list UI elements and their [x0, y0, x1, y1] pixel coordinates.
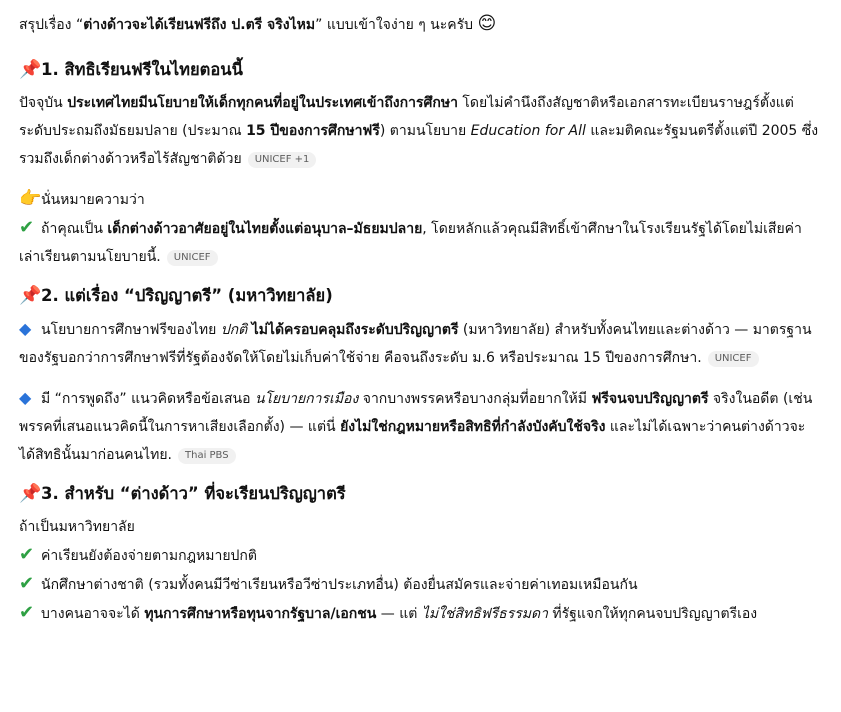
text-span: บางคนอาจจะได้ — [41, 606, 145, 622]
text-span: มี “การพูดถึง” แนวคิดหรือข้อเสนอ — [41, 391, 255, 407]
italic-text: นโยบายการเมือง — [254, 391, 359, 407]
check-mark-icon: ✔ — [19, 573, 35, 594]
text-span: โดยไม่คำนึงถึงสัญชาติหรือเอกสารทะเบียนราษฎร์ตั้งแต่ระดับประถมถึงมัธยมปลาย (ประมาณ — [19, 95, 794, 139]
check-mark-icon: ✔ — [19, 544, 35, 565]
text-span: (มหาวิทยาลัย) สำหรับทั้งคนไทยและต่างด้าว — มาตรฐานของรัฐบอกว่าการศึกษาฟรีที่รัฐต้องจัดให้โดยไม่เก็บค่าใช้จ่าย คือจนถึงระดับ ม.6 หรือประมาณ 15 ปีของการศึกษา. — [19, 322, 812, 366]
means-line — [19, 185, 821, 214]
text-span: ปัจจุบัน — [19, 95, 68, 111]
intro-line: สรุปเรื่อง “ต่างด้าวจะได้เรียนฟรีถึง ป.ตรี จริงไหม” แบบเข้าใจง่าย ๆ นะครับ 😊 — [19, 13, 497, 34]
pushpin-icon: 📌 — [19, 483, 42, 504]
section-3-lead: ถ้าเป็นมหาวิทยาลัย — [19, 519, 135, 535]
means-text: นั่นหมายความว่า — [41, 192, 145, 208]
bold-text: ไม่ได้ครอบคลุมถึงระดับปริญญาตรี — [251, 322, 459, 338]
blue-diamond-icon: ◆ — [19, 388, 32, 407]
bold-text: ยังไม่ใช่กฎหมายหรือสิทธิที่กำลังบังคับใช้จริง — [340, 419, 606, 435]
check-mark-icon: ✔ — [19, 217, 35, 238]
section-1-title: 1. สิทธิเรียนฟรีในไทยตอนนี้ — [41, 60, 243, 79]
bold-text: ทุนการศึกษาหรือทุนจากรัฐบาล/เอกชน — [144, 606, 377, 622]
pushpin-icon: 📌 — [19, 285, 42, 306]
bold-text: เด็กต่างด้าวอาศัยอยู่ในไทยตั้งแต่อนุบาล–มัธยมปลาย — [107, 221, 423, 237]
citation-chip[interactable]: UNICEF +1 — [248, 152, 317, 168]
section-3-title: 3. สำหรับ “ต่างด้าว” ที่จะเรียนปริญญาตรี — [41, 484, 346, 503]
section-1-check-item — [19, 214, 821, 271]
bold-text: 15 ปีของการศึกษาฟรี — [246, 123, 380, 139]
italic-text: Education for All — [470, 123, 586, 139]
text-span: จริงในอดีต (เช่น พรรคที่เสนอแนวคิดนี้ในการหาเสียงเลือกตั้ง) — แต่นี่ — [19, 391, 813, 435]
section-2-item-2 — [19, 384, 821, 469]
bold-text: ประเทศไทยมีนโยบายให้เด็กทุกคนที่อยู่ในประเทศเข้าถึงการศึกษา — [67, 95, 458, 111]
section-1-heading — [19, 53, 821, 87]
blue-diamond-icon: ◆ — [19, 319, 32, 338]
intro-title: ต่างด้าวจะได้เรียนฟรีถึง ป.ตรี จริงไหม — [83, 17, 316, 33]
italic-text: ไม่ใช่สิทธิฟรีธรรมดา — [421, 606, 548, 622]
section-2-item-1 — [19, 315, 821, 372]
text-span: นักศึกษาต่างชาติ (รวมทั้งคนมีวีซ่าเรียนหรือวีซ่าประเภทอื่น) ต้องยื่นสมัครและจ่ายค่าเทอมเหมือนกัน — [41, 577, 638, 593]
citation-chip[interactable]: UNICEF — [167, 250, 218, 266]
section-2-heading — [19, 279, 821, 313]
section-2-title: 2. แต่เรื่อง “ปริญญาตรี” (มหาวิทยาลัย) — [41, 286, 333, 305]
text-span: ค่าเรียนยังต้องจ่ายตามกฎหมายปกติ — [41, 548, 257, 564]
text-span: และไม่ได้เฉพาะว่าคนต่างด้าวจะได้สิทธินั้นมาก่อนคนไทย. — [19, 419, 806, 463]
check-mark-icon: ✔ — [19, 602, 35, 623]
pushpin-icon: 📌 — [19, 59, 42, 80]
text-span: ที่รัฐแจกให้ทุกคนจบปริญญาตรีเอง — [547, 606, 758, 622]
section-3-heading — [19, 477, 821, 511]
text-span: ) ตามนโยบาย — [379, 123, 471, 139]
pointing-hand-icon: 👉 — [19, 188, 42, 209]
section-3-check-item-2 — [19, 570, 821, 599]
smiling-face-icon: 😊 — [477, 13, 497, 34]
text-span: ถ้าคุณเป็น — [41, 221, 108, 237]
section-3-check-item-1 — [19, 541, 821, 570]
text-span: นโยบายการศึกษาฟรีของไทย — [41, 322, 221, 338]
section-3-check-item-3 — [19, 599, 821, 628]
text-span: และมติคณะรัฐมนตรีตั้งแต่ปี 2005 ซึ่งรวมถึงเด็กต่างด้าวหรือไร้สัญชาติด้วย — [19, 123, 819, 167]
text-span: จากบางพรรคหรือบางกลุ่มที่อยากให้มี — [358, 391, 592, 407]
italic-text: ปกติ — [220, 322, 248, 338]
text-span: , โดยหลักแล้วคุณมีสิทธิ์เข้าศึกษาในโรงเรียนรัฐได้โดยไม่เสียค่าเล่าเรียนตามนโยบายนี้. — [19, 221, 802, 265]
citation-chip[interactable]: Thai PBS — [178, 448, 236, 464]
citation-chip[interactable]: UNICEF — [708, 351, 759, 367]
bold-text: ฟรีจนจบปริญญาตรี — [591, 391, 709, 407]
section-1-paragraph — [19, 89, 821, 173]
text-span: — แต่ — [376, 606, 422, 622]
